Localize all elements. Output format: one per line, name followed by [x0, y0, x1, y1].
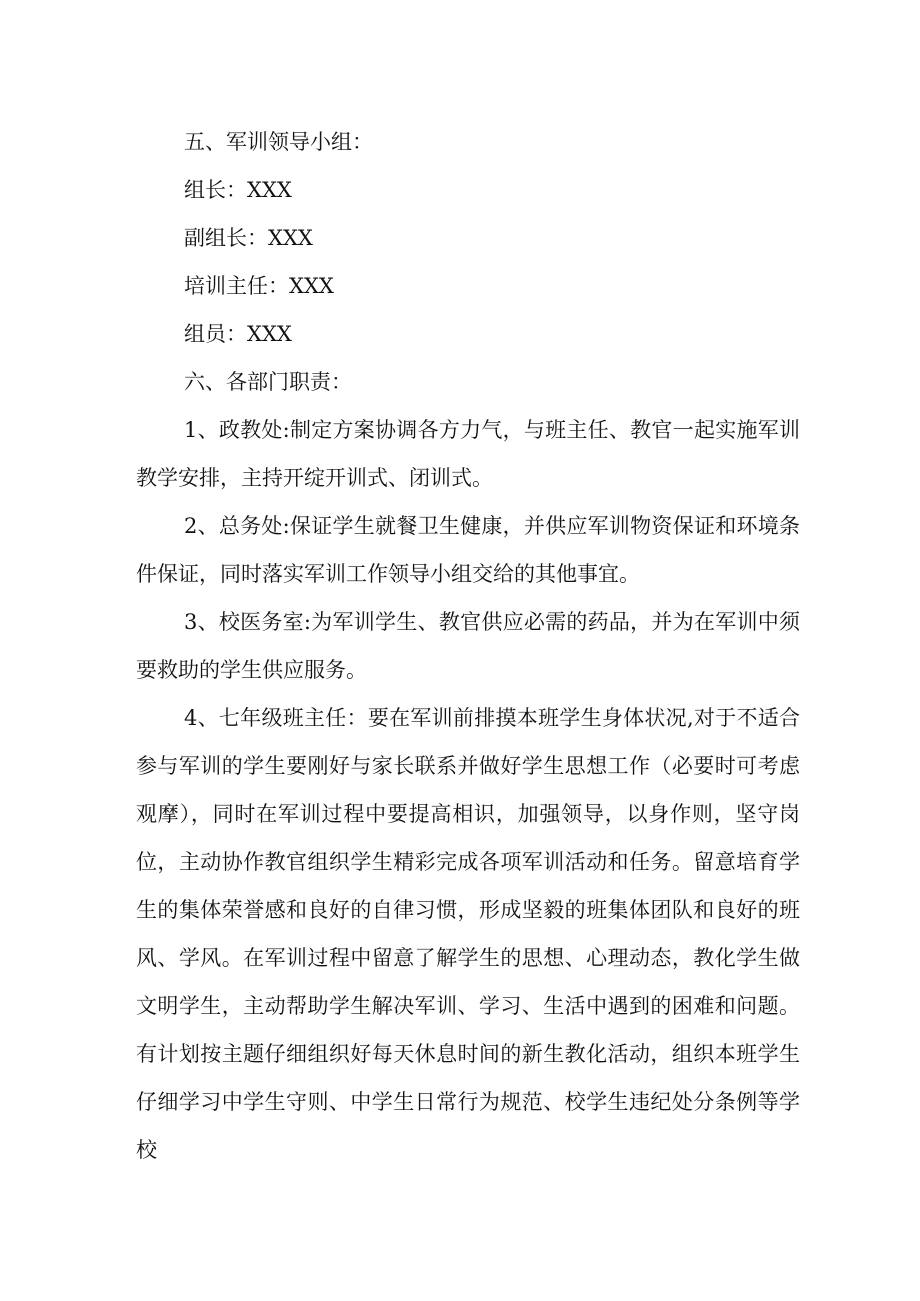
duty-paragraph-grade7-head-teachers: 4、七年级班主任：要在军训前排摸本班学生身体状况,对于不适合参与军训的学生要刚好与家长联系并做好学生思想工作（必要时可考虑观摩），同时在军训过程中要提高相识，加强领导，以身作则，坚守岗位，主动协作教官组织学生精彩完成各项军训活动和任务。留意培育学生的集体荣誉感和良好的自律习惯，形成坚毅的班集体团队和良好的班风、学风。在军训过程中留意了解学生的思想、心理动态，教化学生做文明学生，主动帮助学生解决军训、学习、生活中遇到的困难和问题。有计划按主题仔细组织好每天休息时间的新生教化活动，组织本班学生仔细学习中学生守则、中学生日常行为规范、校学生违纪处分条例等学校	[136, 706, 800, 1162]
section-heading-department-duties: 六、各部门职责：	[184, 370, 352, 394]
duty-paragraph-school-clinic: 3、校医务室:为军训学生、教官供应必需的药品，并为在军训中须要救助的学生供应服务。	[136, 610, 800, 682]
document-body	[136, 118, 800, 1174]
member-line: 组员：XXX	[184, 322, 292, 346]
duty-paragraph-political-education: 1、政教处:制定方案协调各方力气，与班主任、教官一起实施军训教学安排，主持开绽开训式、闭训式。	[136, 418, 800, 490]
deputy-leader-line: 副组长：XXX	[184, 226, 313, 250]
section-heading-leadership-group: 五、军训领导小组：	[184, 130, 373, 154]
leader-line: 组长：XXX	[184, 178, 292, 202]
training-director-line: 培训主任：XXX	[184, 274, 334, 298]
duty-paragraph-general-affairs: 2、总务处:保证学生就餐卫生健康，并供应军训物资保证和环境条件保证，同时落实军训工作领导小组交给的其他事宜。	[136, 514, 800, 586]
